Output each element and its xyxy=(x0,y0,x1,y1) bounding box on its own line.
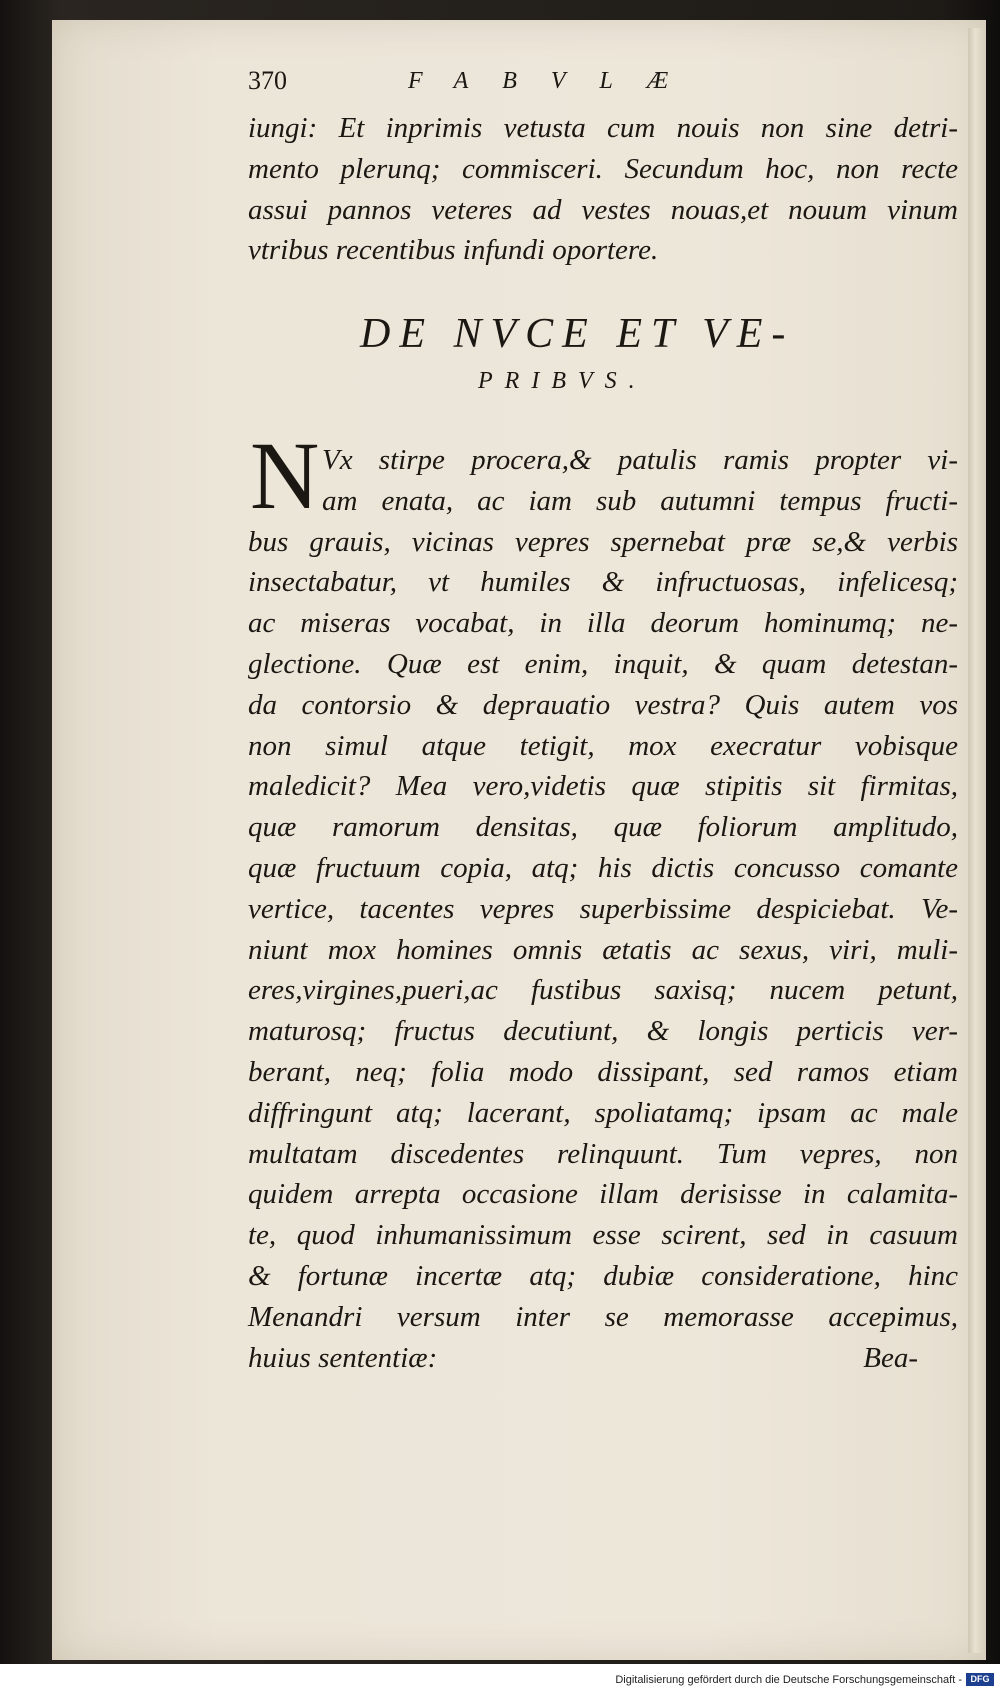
text-line: te, quod inhumanissimum esse scirent, sed in casuum xyxy=(248,1219,958,1252)
drop-cap: N xyxy=(250,422,320,529)
text-line: mento plerunq; commisceri. Secundum hoc, non recte xyxy=(248,152,958,185)
text-line: quæ ramorum densitas, quæ foliorum amplitudo, xyxy=(248,811,958,844)
text-line: da contorsio & deprauatio vestra? Quis autem vos xyxy=(248,688,958,721)
text-line: am enata, ac iam sub autumni tempus fructi- xyxy=(322,484,958,517)
text-line: & fortunæ incertæ atq; dubiæ consideratione, hinc xyxy=(248,1259,958,1292)
text-line: vertice, tacentes vepres superbissime despiciebat. Ve- xyxy=(248,892,958,925)
text-line: Menandri versum inter se memorasse accepimus, xyxy=(248,1300,958,1333)
text-line: assui pannos veteres ad vestes nouas,et nouum vinum xyxy=(248,193,958,226)
text-line: niunt mox homines omnis ætatis ac sexus, viri, muli- xyxy=(248,933,958,966)
dfg-logo: DFG xyxy=(966,1673,994,1686)
text-line: quæ fructuum copia, atq; his dictis concusso comante xyxy=(248,851,958,884)
text-line: eres,virgines,pueri,ac fustibus saxisq; nucem petunt, xyxy=(248,974,958,1007)
text-line: non simul atque tetigit, mox execratur vobisque xyxy=(248,729,958,762)
text-line: insectabatur, vt humiles & infructuosas, infelicesq; xyxy=(248,566,958,599)
text-line: bus grauis, vicinas vepres spernebat præ se,& verbis xyxy=(248,525,958,558)
fable-title-continuation: PRIBVS. xyxy=(478,368,647,394)
digitization-note: Digitalisierung gefördert durch die Deutsche Forschungsgemeinschaft - xyxy=(615,1674,962,1686)
page-header xyxy=(248,66,948,102)
text-line: vtribus recentibus infundi oportere. xyxy=(248,234,659,267)
text-line: huius sententiæ: xyxy=(248,1341,438,1374)
text-line: berant, neq; folia modo dissipant, sed ramos etiam xyxy=(248,1055,958,1088)
text-line: ac miseras vocabat, in illa deorum hominumq; ne- xyxy=(248,607,958,640)
text-line: iungi: Et inprimis vetusta cum nouis non sine detri- xyxy=(248,112,958,144)
page-edge xyxy=(968,28,986,1653)
text-line: Vx stirpe procera,& patulis ramis propter vi- xyxy=(322,444,958,476)
catchword: Bea- xyxy=(863,1341,918,1374)
fable-title: DE NVCE ET VE- xyxy=(360,311,795,357)
text-line: diffringunt atq; lacerant, spoliatamq; ipsam ac male xyxy=(248,1096,958,1129)
text-line: multatam discedentes relinquunt. Tum vepres, non xyxy=(248,1137,958,1170)
preceding-text-block xyxy=(248,108,958,271)
text-line: glectione. Quæ est enim, inquit, & quam detestan- xyxy=(248,647,958,680)
text-line: quidem arrepta occasione illam derisisse in calamita- xyxy=(248,1178,958,1211)
text-line: maledicit? Mea vero,videtis quæ stipitis sit firmitas, xyxy=(248,770,958,803)
text-line: maturosq; fructus decutiunt, & longis perticis ver- xyxy=(248,1015,958,1048)
last-line-with-catchword xyxy=(248,1338,958,1379)
page-number: 370 xyxy=(248,66,287,95)
fable-body xyxy=(248,440,958,1378)
running-title: FABVLÆ xyxy=(408,68,703,94)
